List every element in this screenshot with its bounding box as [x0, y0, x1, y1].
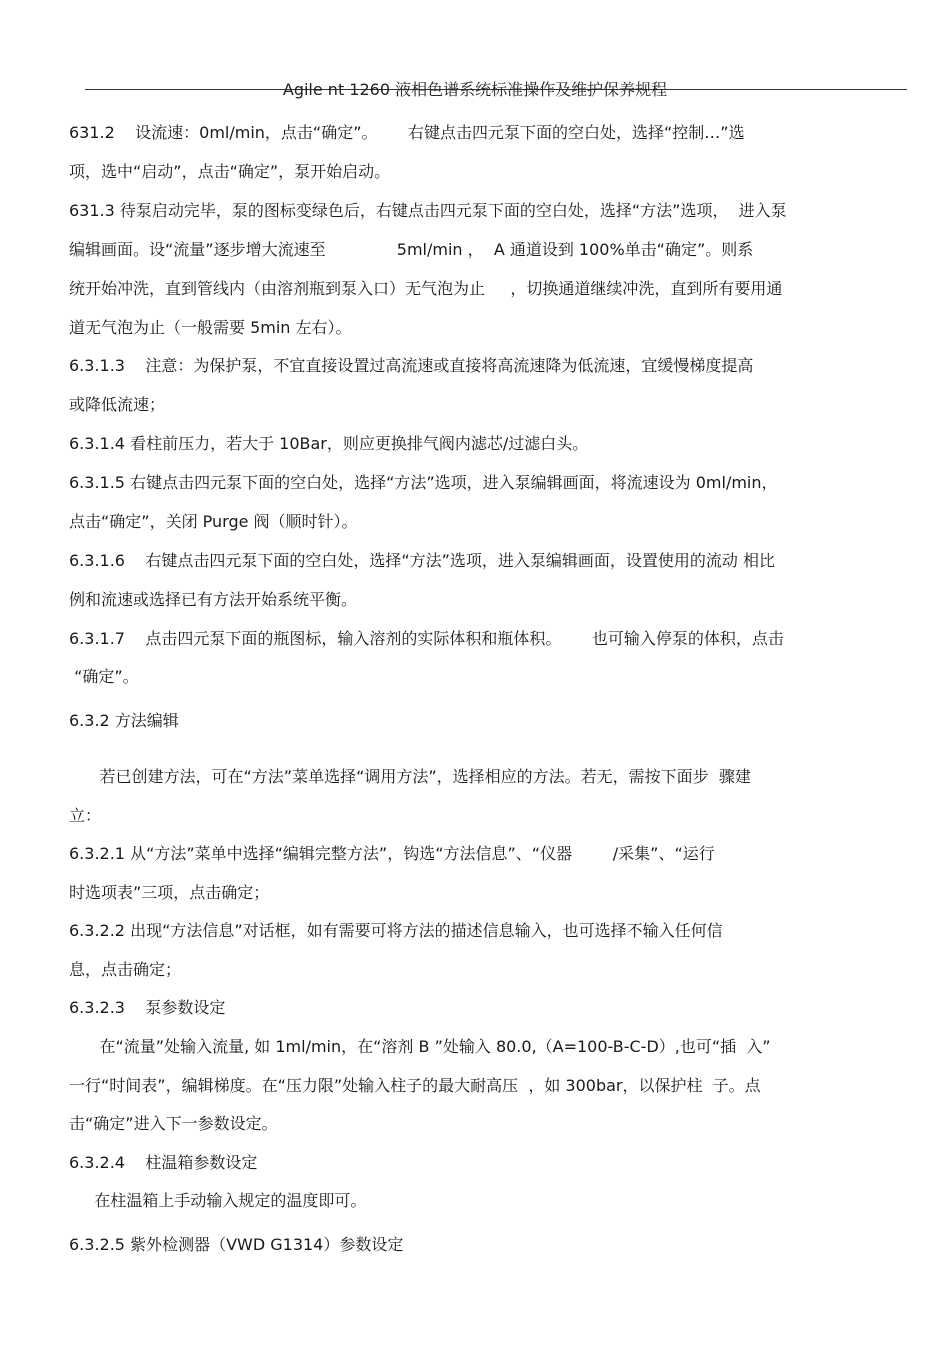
paragraph-line-6-3-1-6: 6.3.1.6 右键点击四元泵下面的空白处，选择“方法”选项，进入泵编辑画面，设置使用的流动 相比	[69, 551, 775, 570]
paragraph-line: 击“确定”进入下一参数设定。	[69, 1114, 278, 1133]
paragraph-line-6-3-1-7: 6.3.1.7 点击四元泵下面的瓶图标，输入溶剂的实际体积和瓶体积。 也可输入停泵的体积，点击	[69, 629, 784, 648]
page-header-title: Agile nt 1260 液相色谱系统标准操作及维护保养规程	[282, 80, 668, 99]
paragraph-line-6-3-1-4: 6.3.1.4 看柱前压力，若大于 10Bar，则应更换排气阀内滤芯/过滤白头。	[69, 434, 589, 453]
section-heading-6-3-2: 6.3.2 方法编辑	[69, 711, 179, 730]
paragraph-line: 统开始冲洗，直到管线内（由溶剂瓶到泵入口）无气泡为止 ，切换通道继续冲洗，直到所有要用通	[69, 279, 783, 298]
paragraph-line: 息，点击确定；	[69, 960, 182, 979]
paragraph-line: 一行“时间表”，编辑梯度。在“压力限”处输入柱子的最大耐高压 ，如 300bar，以保护柱 子。点	[69, 1076, 761, 1095]
paragraph-line: 在“流量”处输入流量, 如 1ml/min，在“溶剂 B ”处输入 80.0,（A=100-B-C-D）,也可“插 入”	[69, 1037, 771, 1056]
paragraph-line: 或降低流速；	[69, 395, 166, 414]
paragraph-line: 时选项表”三项，点击确定；	[69, 883, 270, 902]
paragraph-line-6-3-2-1: 6.3.2.1 从“方法”菜单中选择“编辑完整方法”，钩选“方法信息”、“仪器 /采集”、“运行	[69, 844, 715, 863]
section-heading-6-3-2-4: 6.3.2.4 柱温箱参数设定	[69, 1153, 258, 1172]
paragraph-line: 立：	[69, 806, 102, 825]
paragraph-line: 道无气泡为止（一般需要 5min 左右）。	[69, 318, 352, 337]
section-heading-6-3-2-3: 6.3.2.3 泵参数设定	[69, 998, 226, 1017]
paragraph-line: 例和流速或选择已有方法开始系统平衡。	[69, 590, 358, 609]
paragraph-line: 若已创建方法，可在“方法”菜单选择“调用方法”，选择相应的方法。若无，需按下面步 骤建	[69, 767, 751, 786]
paragraph-line: “确定”。	[69, 667, 139, 686]
paragraph-line: 在柱温箱上手动输入规定的温度即可。	[69, 1191, 367, 1210]
paragraph-line-6-3-1-3: 6.3.1.3 注意：为保护泵，不宜直接设置过高流速或直接将高流速降为低流速，宜缓慢梯度提高	[69, 356, 754, 375]
paragraph-line-6-3-2-2: 6.3.2.2 出现“方法信息”对话框，如有需要可将方法的描述信息输入，也可选择不输入任何信	[69, 921, 723, 940]
paragraph-line-6-3-1-5: 6.3.1.5 右键点击四元泵下面的空白处，选择“方法”选项，进入泵编辑画面，将流速设为 0ml/min，	[69, 473, 778, 492]
paragraph-line: 编辑画面。设“流量”逐步增大流速至 5ml/min ， A 通道设到 100%单击“确定”。则系	[69, 240, 754, 259]
paragraph-line: 点击“确定”，关闭 Purge 阀（顺时针）。	[69, 512, 358, 531]
paragraph-line-631-2: 631.2 设流速：0ml/min，点击“确定”。 右键点击四元泵下面的空白处，选择“控制…”选	[69, 123, 745, 142]
paragraph-line-631-3: 631.3 待泵启动完毕，泵的图标变绿色后，右键点击四元泵下面的空白处，选择“方法”选项， 进入泵	[69, 201, 787, 220]
paragraph-line: 项，选中“启动”，点击“确定”，泵开始启动。	[69, 162, 391, 181]
section-heading-6-3-2-5: 6.3.2.5 紫外检测器（VWD G1314）参数设定	[69, 1235, 404, 1254]
